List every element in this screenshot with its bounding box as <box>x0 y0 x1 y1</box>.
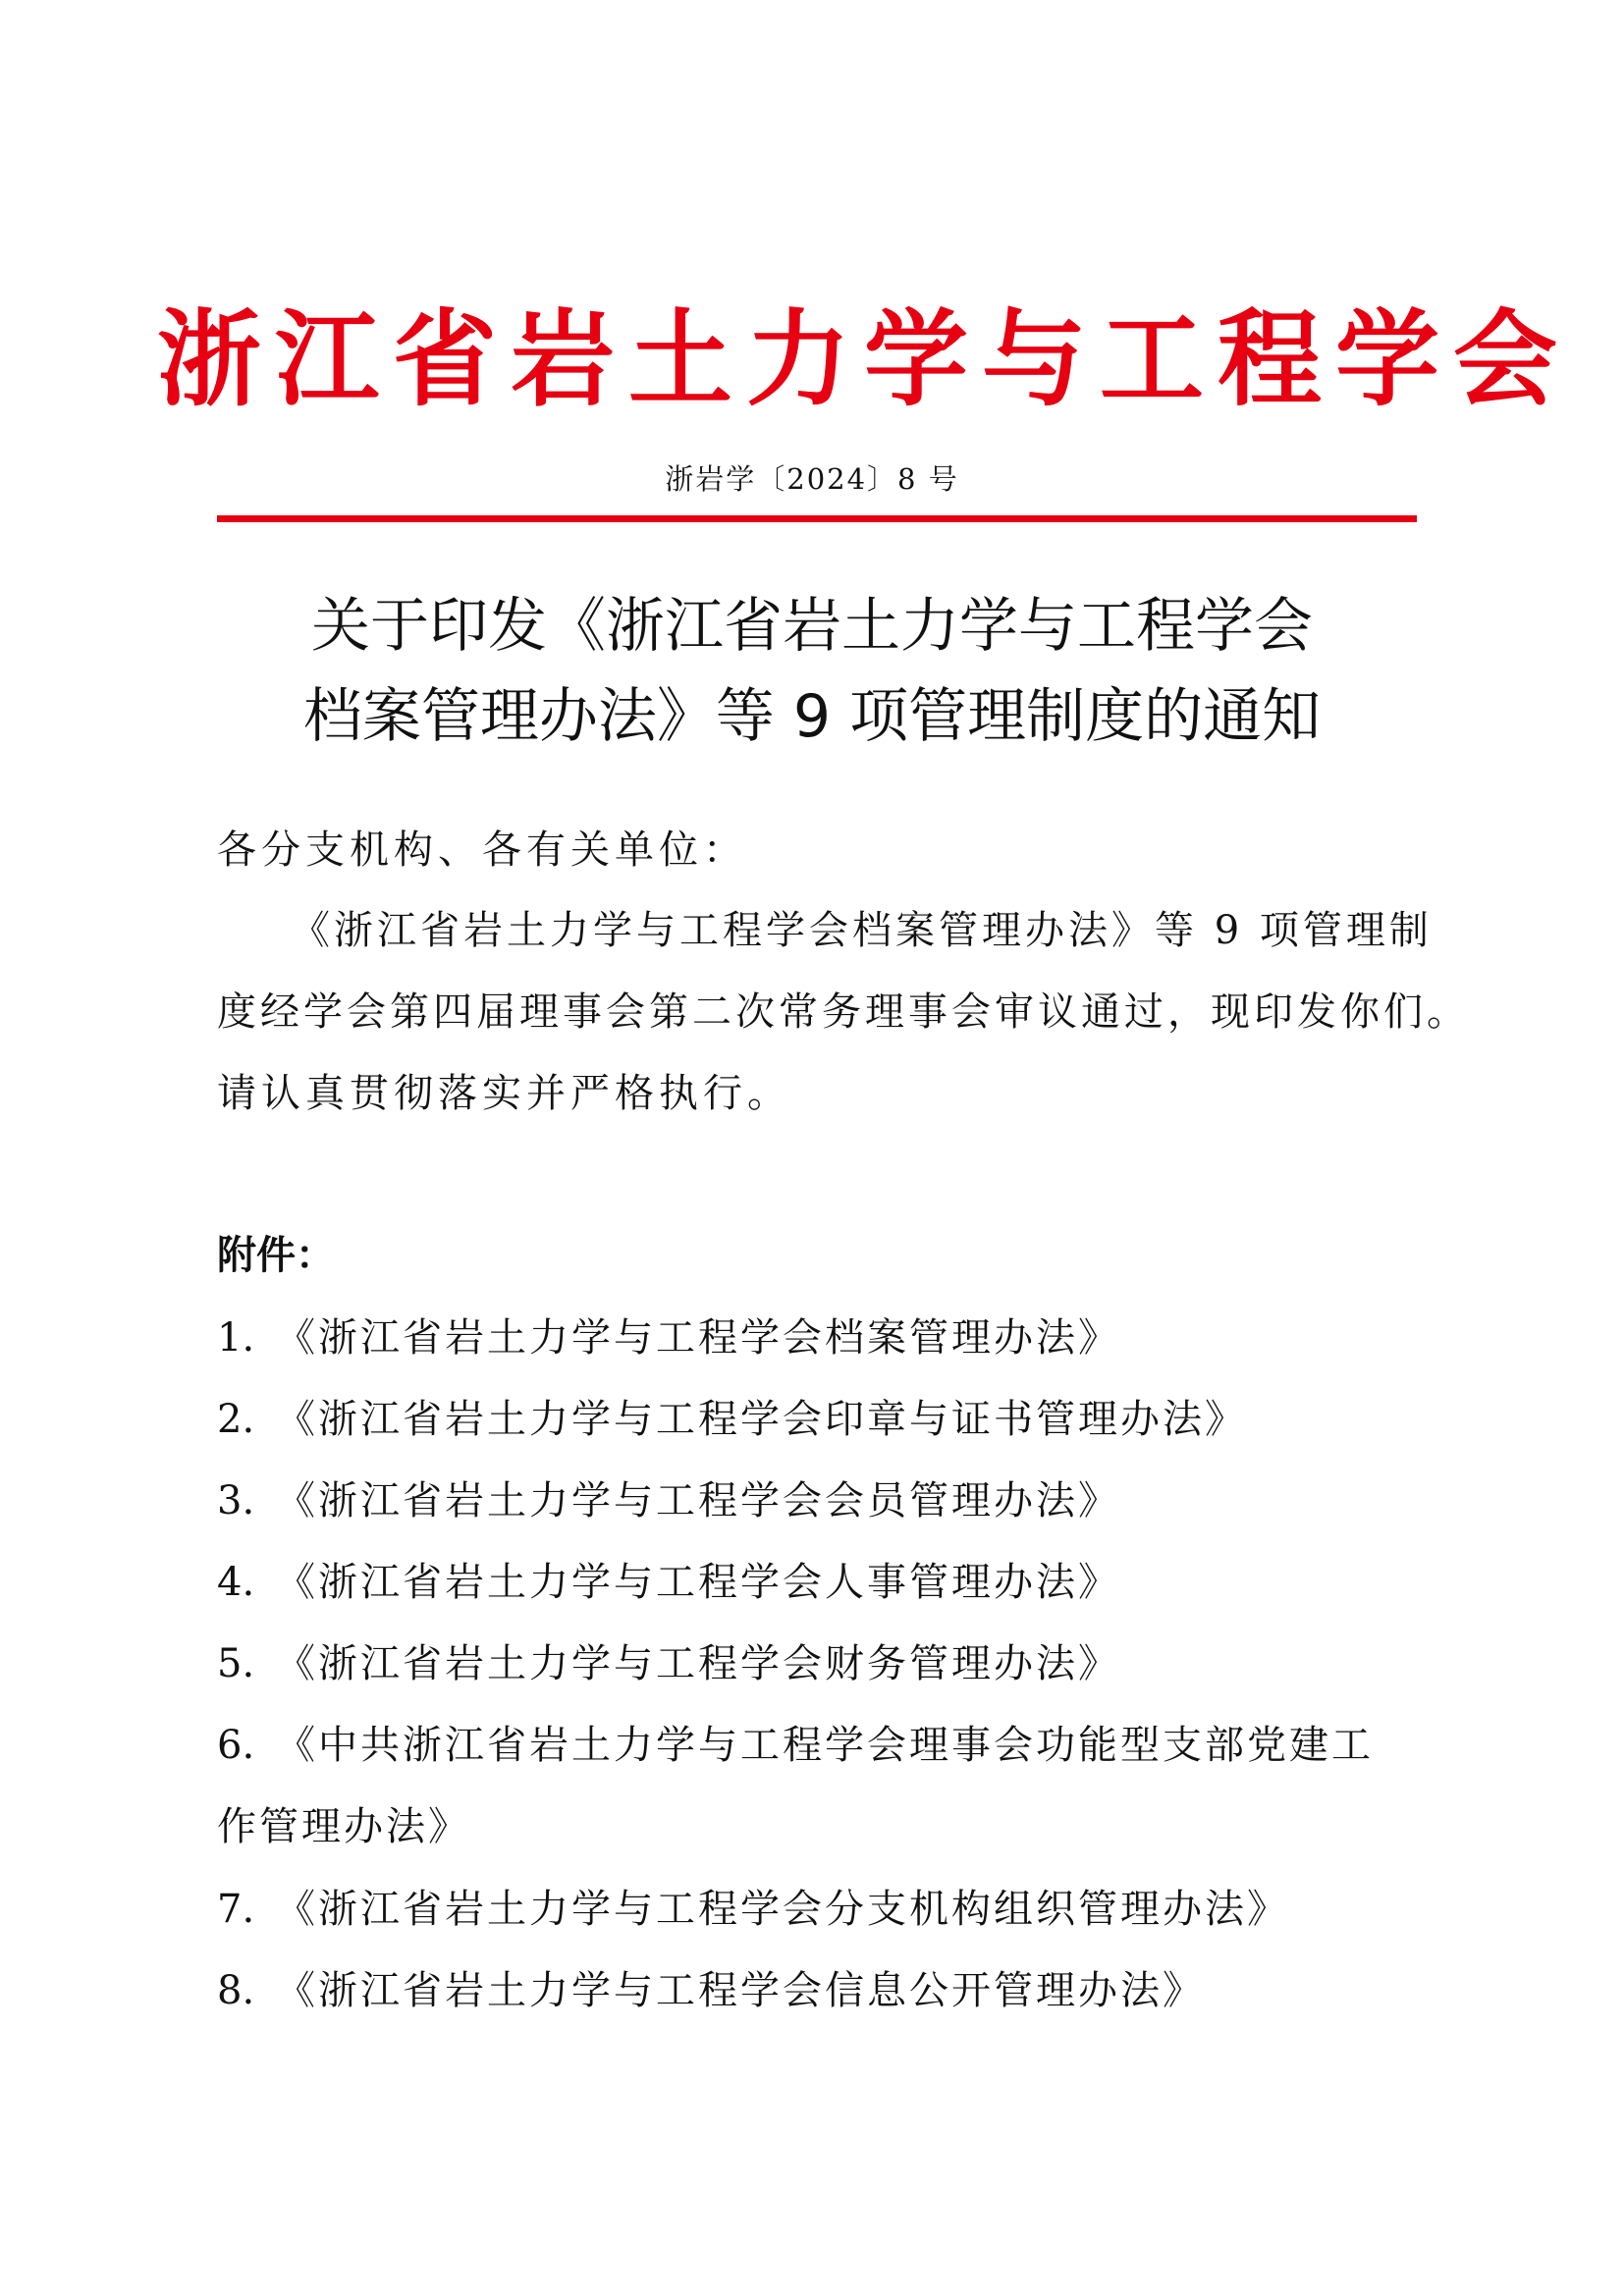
attachment-item <box>217 1555 1120 1610</box>
attachment-item <box>217 1636 1120 1691</box>
attachment-item <box>217 1473 1120 1528</box>
attachment-title: 《浙江省岩土力学与工程学会财务管理办法》 <box>276 1641 1120 1686</box>
body-paragraph-line-3: 请认真贯彻落实并严格执行。 <box>217 1071 791 1116</box>
attachment-title: 《浙江省岩土力学与工程学会人事管理办法》 <box>276 1560 1120 1605</box>
attachment-item <box>217 1718 1374 1773</box>
attachment-item <box>217 1963 1205 2018</box>
attachment-number: 7. <box>217 1887 255 1932</box>
attachment-title: 《浙江省岩土力学与工程学会分支机构组织管理办法》 <box>276 1887 1289 1932</box>
body-paragraph-line-2: 度经学会第四届理事会第二次常务理事会审议通过，现印发你们。 <box>217 989 1470 1035</box>
attachments-heading: 附件： <box>217 1233 335 1278</box>
salutation: 各分支机构、各有关单位： <box>217 828 747 873</box>
attachment-number: 8. <box>217 1968 255 2013</box>
attachment-number: 4. <box>217 1560 255 1605</box>
attachment-title: 《浙江省岩土力学与工程学会印章与证书管理办法》 <box>276 1397 1247 1442</box>
attachment-number: 1. <box>217 1315 255 1361</box>
attachment-title: 《浙江省岩土力学与工程学会信息公开管理办法》 <box>276 1968 1205 2013</box>
organization-letterhead-title: 浙江省岩土力学与工程学会 <box>157 297 1571 420</box>
document-number: 浙岩学〔2024〕8 号 <box>665 462 959 496</box>
attachment-item <box>217 1882 1289 1937</box>
body-paragraph-line-1: 《浙江省岩土力学与工程学会档案管理办法》等 9 项管理制 <box>291 908 1433 953</box>
attachment-item-continuation: 作管理办法》 <box>217 1804 470 1849</box>
attachment-title: 《浙江省岩土力学与工程学会档案管理办法》 <box>276 1315 1120 1361</box>
attachment-number: 2. <box>217 1397 255 1442</box>
attachment-number: 3. <box>217 1478 255 1523</box>
notice-title-line-2: 档案管理办法》等 9 项管理制度的通知 <box>302 682 1322 751</box>
attachment-title: 《浙江省岩土力学与工程学会会员管理办法》 <box>276 1478 1120 1523</box>
letterhead-red-rule <box>217 515 1417 522</box>
notice-title-line-1: 关于印发《浙江省岩土力学与工程学会 <box>311 592 1313 661</box>
attachment-number: 6. <box>217 1723 255 1768</box>
attachment-item <box>217 1392 1247 1447</box>
attachment-item <box>217 1310 1120 1365</box>
attachment-number: 5. <box>217 1641 255 1686</box>
attachment-title: 《中共浙江省岩土力学与工程学会理事会功能型支部党建工 <box>276 1723 1374 1768</box>
